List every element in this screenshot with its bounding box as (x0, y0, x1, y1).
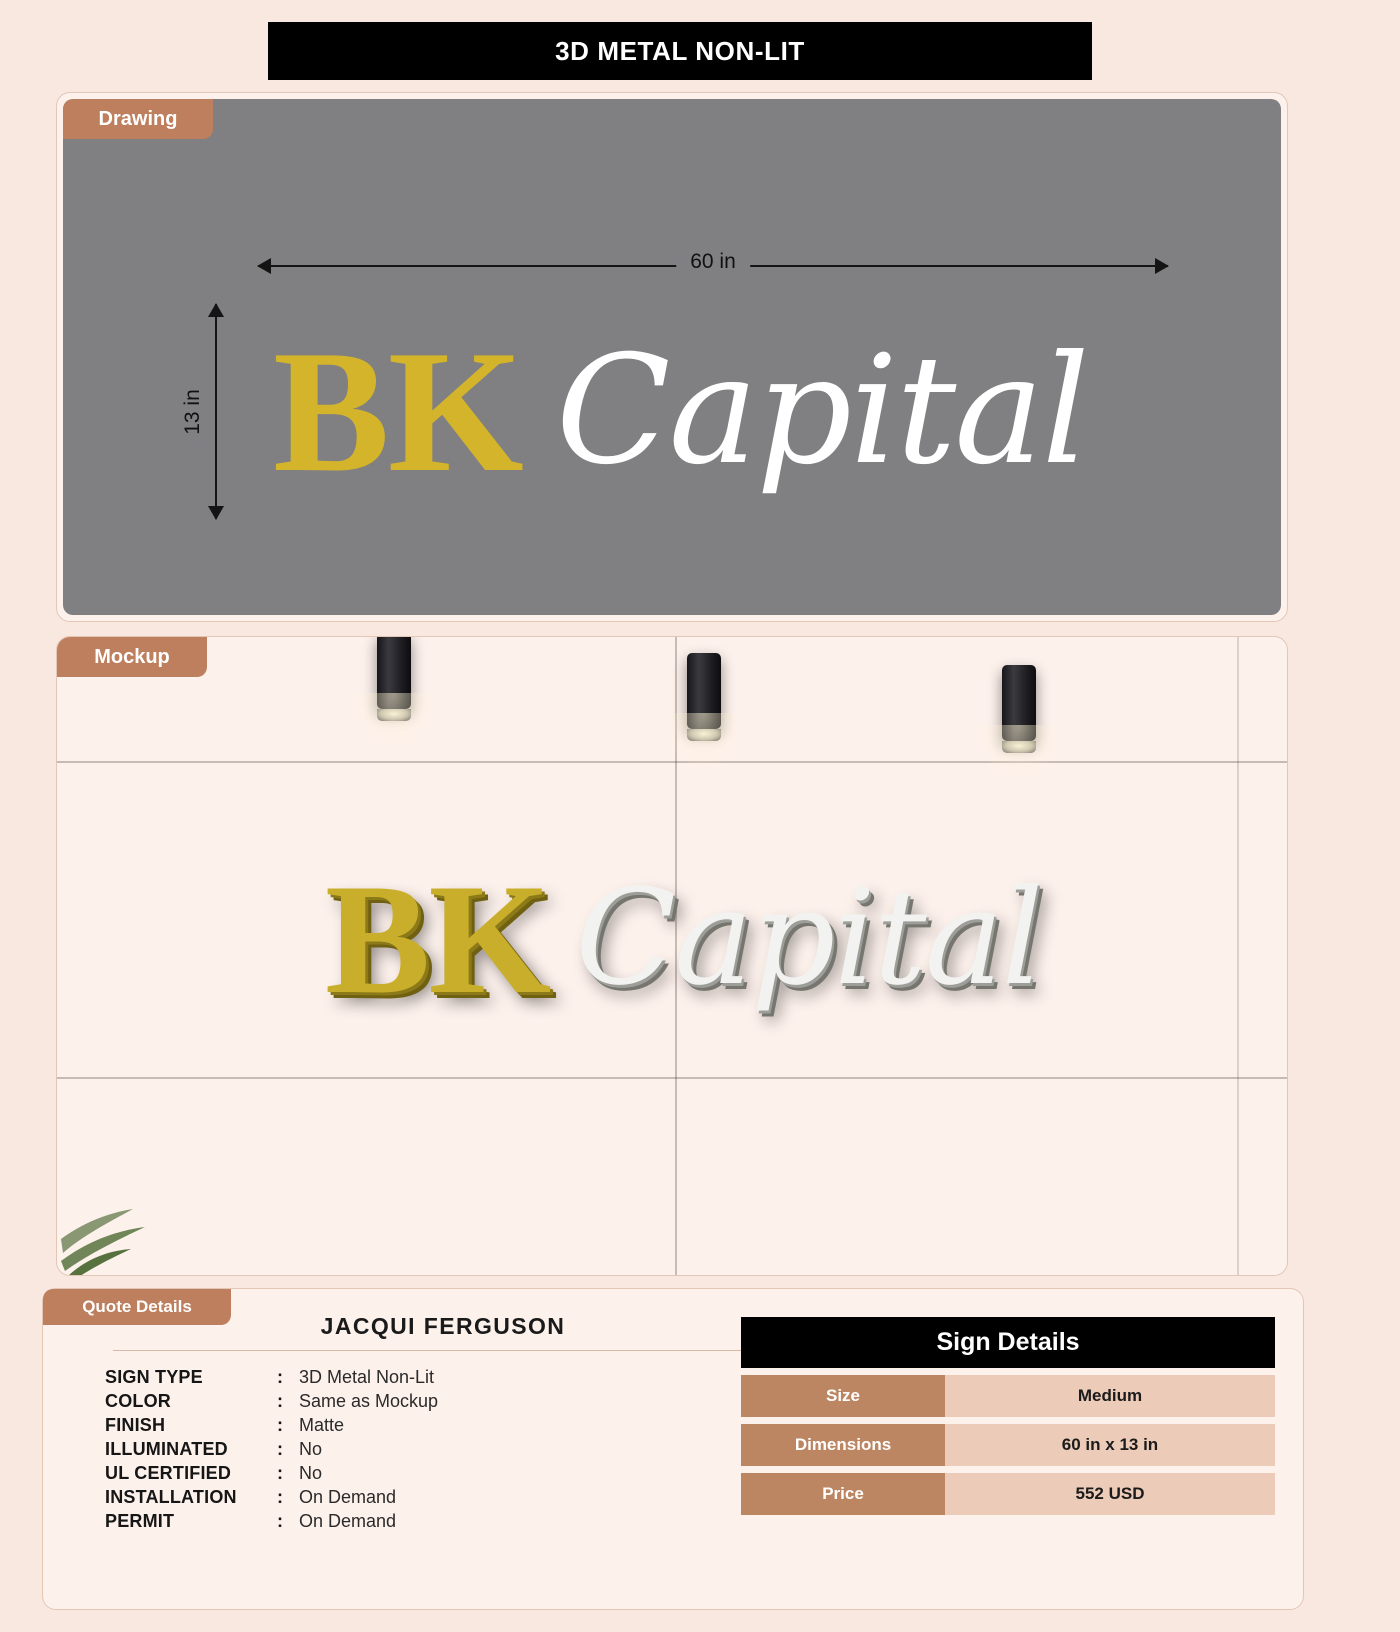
arrow-right-icon (1155, 258, 1169, 274)
sign-details-row (741, 1424, 1275, 1466)
spotlight-fixture (687, 653, 721, 741)
client-name: JACQUI FERGUSON (113, 1313, 773, 1351)
width-dimension (258, 250, 1168, 278)
sign-details-value: 552 USD (945, 1473, 1275, 1515)
spec-row (105, 1391, 785, 1415)
arrow-left-icon (257, 258, 271, 274)
page-title-bar (268, 22, 1092, 80)
spotlight-fixture (377, 637, 411, 721)
wall-seam (1237, 637, 1239, 1275)
sign-details-table (741, 1317, 1275, 1515)
sign-details-row (741, 1375, 1275, 1417)
drawing-logo-primary: BK (273, 313, 522, 508)
spec-value: On Demand (299, 1487, 397, 1507)
arrow-up-icon (208, 303, 224, 317)
height-dimension (181, 304, 229, 519)
spec-colon: : (277, 1463, 283, 1483)
wall-seam (57, 1077, 1287, 1079)
sign-details-label: Price (741, 1473, 945, 1515)
sign-details-label: Size (741, 1375, 945, 1417)
spec-key: PERMIT (105, 1511, 175, 1531)
height-dimension-line (215, 304, 217, 519)
spec-row (105, 1439, 785, 1463)
sign-details-value: Medium (945, 1375, 1275, 1417)
spec-key: ILLUMINATED (105, 1439, 228, 1459)
arrow-down-icon (208, 506, 224, 520)
height-dimension-label: 13 in (177, 379, 209, 445)
sign-details-label: Dimensions (741, 1424, 945, 1466)
sign-details-title: Sign Details (741, 1317, 1275, 1368)
spotlight-glow (351, 693, 437, 753)
spec-row (105, 1367, 785, 1391)
mockup-section-tag (57, 637, 207, 677)
mockup-logo (325, 852, 1042, 1027)
spec-row (105, 1463, 785, 1487)
spotlight-glow (661, 713, 747, 773)
page-title: 3D METAL NON-LIT (555, 35, 805, 66)
spec-colon: : (277, 1367, 283, 1387)
drawing-logo-script: Capital (555, 324, 1088, 499)
mockup-tag-label: Mockup (94, 645, 170, 668)
spec-value: Matte (299, 1415, 345, 1435)
quote-details-tag-label: Quote Details (82, 1297, 192, 1316)
sign-details-row (741, 1473, 1275, 1515)
mockup-logo-primary: BK (325, 852, 550, 1027)
spec-value: No (299, 1463, 323, 1483)
spec-value: 3D Metal Non-Lit (299, 1367, 435, 1387)
spec-list (105, 1367, 785, 1535)
drawing-panel (56, 92, 1288, 622)
drawing-canvas (63, 99, 1281, 615)
spec-key: COLOR (105, 1391, 171, 1411)
spotlight-glow (976, 725, 1062, 785)
mockup-scene (57, 637, 1287, 1275)
spec-colon: : (277, 1415, 283, 1435)
spec-value: No (299, 1439, 323, 1459)
spotlight-fixture (1002, 665, 1036, 753)
drawing-section-tag (63, 99, 213, 139)
drawing-logo (273, 304, 1213, 519)
spec-value: Same as Mockup (299, 1391, 439, 1411)
spec-value: On Demand (299, 1511, 397, 1531)
spec-colon: : (277, 1439, 283, 1459)
spec-key: SIGN TYPE (105, 1367, 203, 1387)
spec-key: FINISH (105, 1415, 166, 1435)
sign-details-value: 60 in x 13 in (945, 1424, 1275, 1466)
mockup-logo-script: Capital (575, 860, 1042, 1015)
spec-colon: : (277, 1511, 283, 1531)
mockup-panel (56, 636, 1288, 1276)
spec-row (105, 1415, 785, 1439)
plant-decoration (61, 1165, 211, 1275)
spec-colon: : (277, 1487, 283, 1507)
quote-details-panel (42, 1288, 1304, 1610)
spec-key: UL CERTIFIED (105, 1463, 232, 1483)
spec-key: INSTALLATION (105, 1487, 237, 1507)
spec-row (105, 1511, 785, 1535)
drawing-tag-label: Drawing (98, 107, 178, 130)
spec-colon: : (277, 1391, 283, 1411)
width-dimension-label: 60 in (676, 250, 750, 274)
spec-row (105, 1487, 785, 1511)
